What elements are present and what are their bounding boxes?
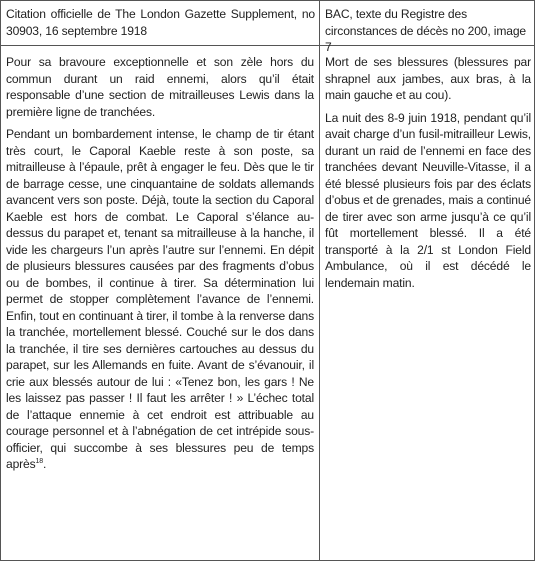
header-gazette-citation: Citation officielle de The London Gazette Supplement, no 30903, 16 septembre 1918 bbox=[6, 7, 315, 38]
footnote-marker[interactable]: 18 bbox=[35, 458, 44, 465]
death-record-paragraph-2: La nuit des 8-9 juin 1918, pendant qu’il avait charge d’un fusil-mitrailleur Lewis, durant un raid de l’ennemi en face des tranchées devant Neuville-Vitasse, il a été blessé plusieurs fois par des éclats d’obus et de grenades, mais a continué de tirer avec son arme jusqu’à ce qu’il fût mortellement blessé. Il a été transporté à la 2/1 st London Field Ambulance, où il est décédé le lendemain matin. bbox=[325, 110, 531, 290]
citation-paragraph-2: Pendant un bombardement intense, le champ de tir étant très court, le Caporal Kaeble reste à son poste, sa mitrailleuse à l’épaule, prêt à engager le feu. Dès que le tir de barrage cesse, une cinquantaine de soldats allemands avancent vers son poste. Déjà, toute la section du Caporal Kaeble est hors de combat. Le Caporal s’élance au-dessus du parapet et, tenant sa mitrailleuse à la hanche, il vide les chargeurs l’un après l’autre sur l’ennemi. En dépit de plusieurs blessures causées par des fragments d’obus ou de bombes, il continue à tirer. Sa détermination lui permet de stopper complètement l’avance de l’ennemi. Enfin, tout en continuant à tirer, il tombe à la renverse dans la tranchée, mortellement blessé. Couché sur le dos dans la tranchée, il tire ses dernières cartouches au dessus du parapet, sur les Allemands en fuite. Avant de s’évanouir, il crie aux blessés autour de lui : «Tenez bon, les gars ! Ne les laissez pas passer ! Il faut les arrêter ! » L’échec total de l’attaque ennemie à cet endroit est attribuable au courage personnel et à l’abnégation de cet intrépide sous-officier, qui succombe à ses blessures peu de temps après$^{18}$. bbox=[6, 127, 314, 471]
death-record-cell bbox=[325, 54, 531, 291]
citation-paragraph-1: Pour sa bravoure exceptionnelle et son zèle hors du commun durant un raid ennemi, alors qu’il était responsable d’une section de mitrailleuses Lewis dans la première ligne de tranchées. bbox=[6, 55, 314, 119]
header-cell-gazette bbox=[6, 6, 315, 39]
header-cell-bac bbox=[325, 6, 531, 56]
citation-paragraph-2-text: Pendant un bombardement intense, le champ de tir étant très court, le Caporal Kaeble reste à son poste, sa mitrailleuse à l’épaule, prêt à engager le feu. Dès que le tir de barrage cesse, une cinquantaine de soldats allemands avancent vers son poste. Déjà, toute la section du Caporal Kaeble est hors de combat. Le Caporal s’élance au-dessus du parapet et, tenant sa mitrailleuse à la hanche, il vide les chargeurs l’un après l’autre sur l’ennemi. En dépit de plusieurs blessures causées par des fragments d’obus ou de bombes, il continue à tirer. Sa détermination lui permet de stopper complètement l’avance de l’ennemi. Enfin, tout en continuant à tirer, il tombe à la renverse dans la tranchée, mortellement blessé. Couché sur le dos dans la tranchée, il tire ses dernières cartouches au dessus du parapet, sur les Allemands en fuite. Avant de s’évanouir, il crie aux blessés autour de lui : «Tenez bon, les gars ! Ne les laissez pas passer ! Il faut les arrêter ! » L’échec total de l’attaque ennemie à cet endroit est attribuable au courage personnel et à l’abnégation de cet intrépide sous-officier, qui succombe à ses blessures peu de temps après bbox=[6, 127, 314, 471]
death-record-paragraph-1: Mort de ses blessures (blessures par shrapnel aux jambes, aux bras, à la main gauche et au cou). bbox=[325, 55, 531, 102]
column-divider bbox=[319, 1, 320, 560]
citation-cell bbox=[6, 54, 314, 473]
header-bac-record: BAC, texte du Registre des circonstances de décès no 200, image 7 bbox=[325, 7, 526, 54]
